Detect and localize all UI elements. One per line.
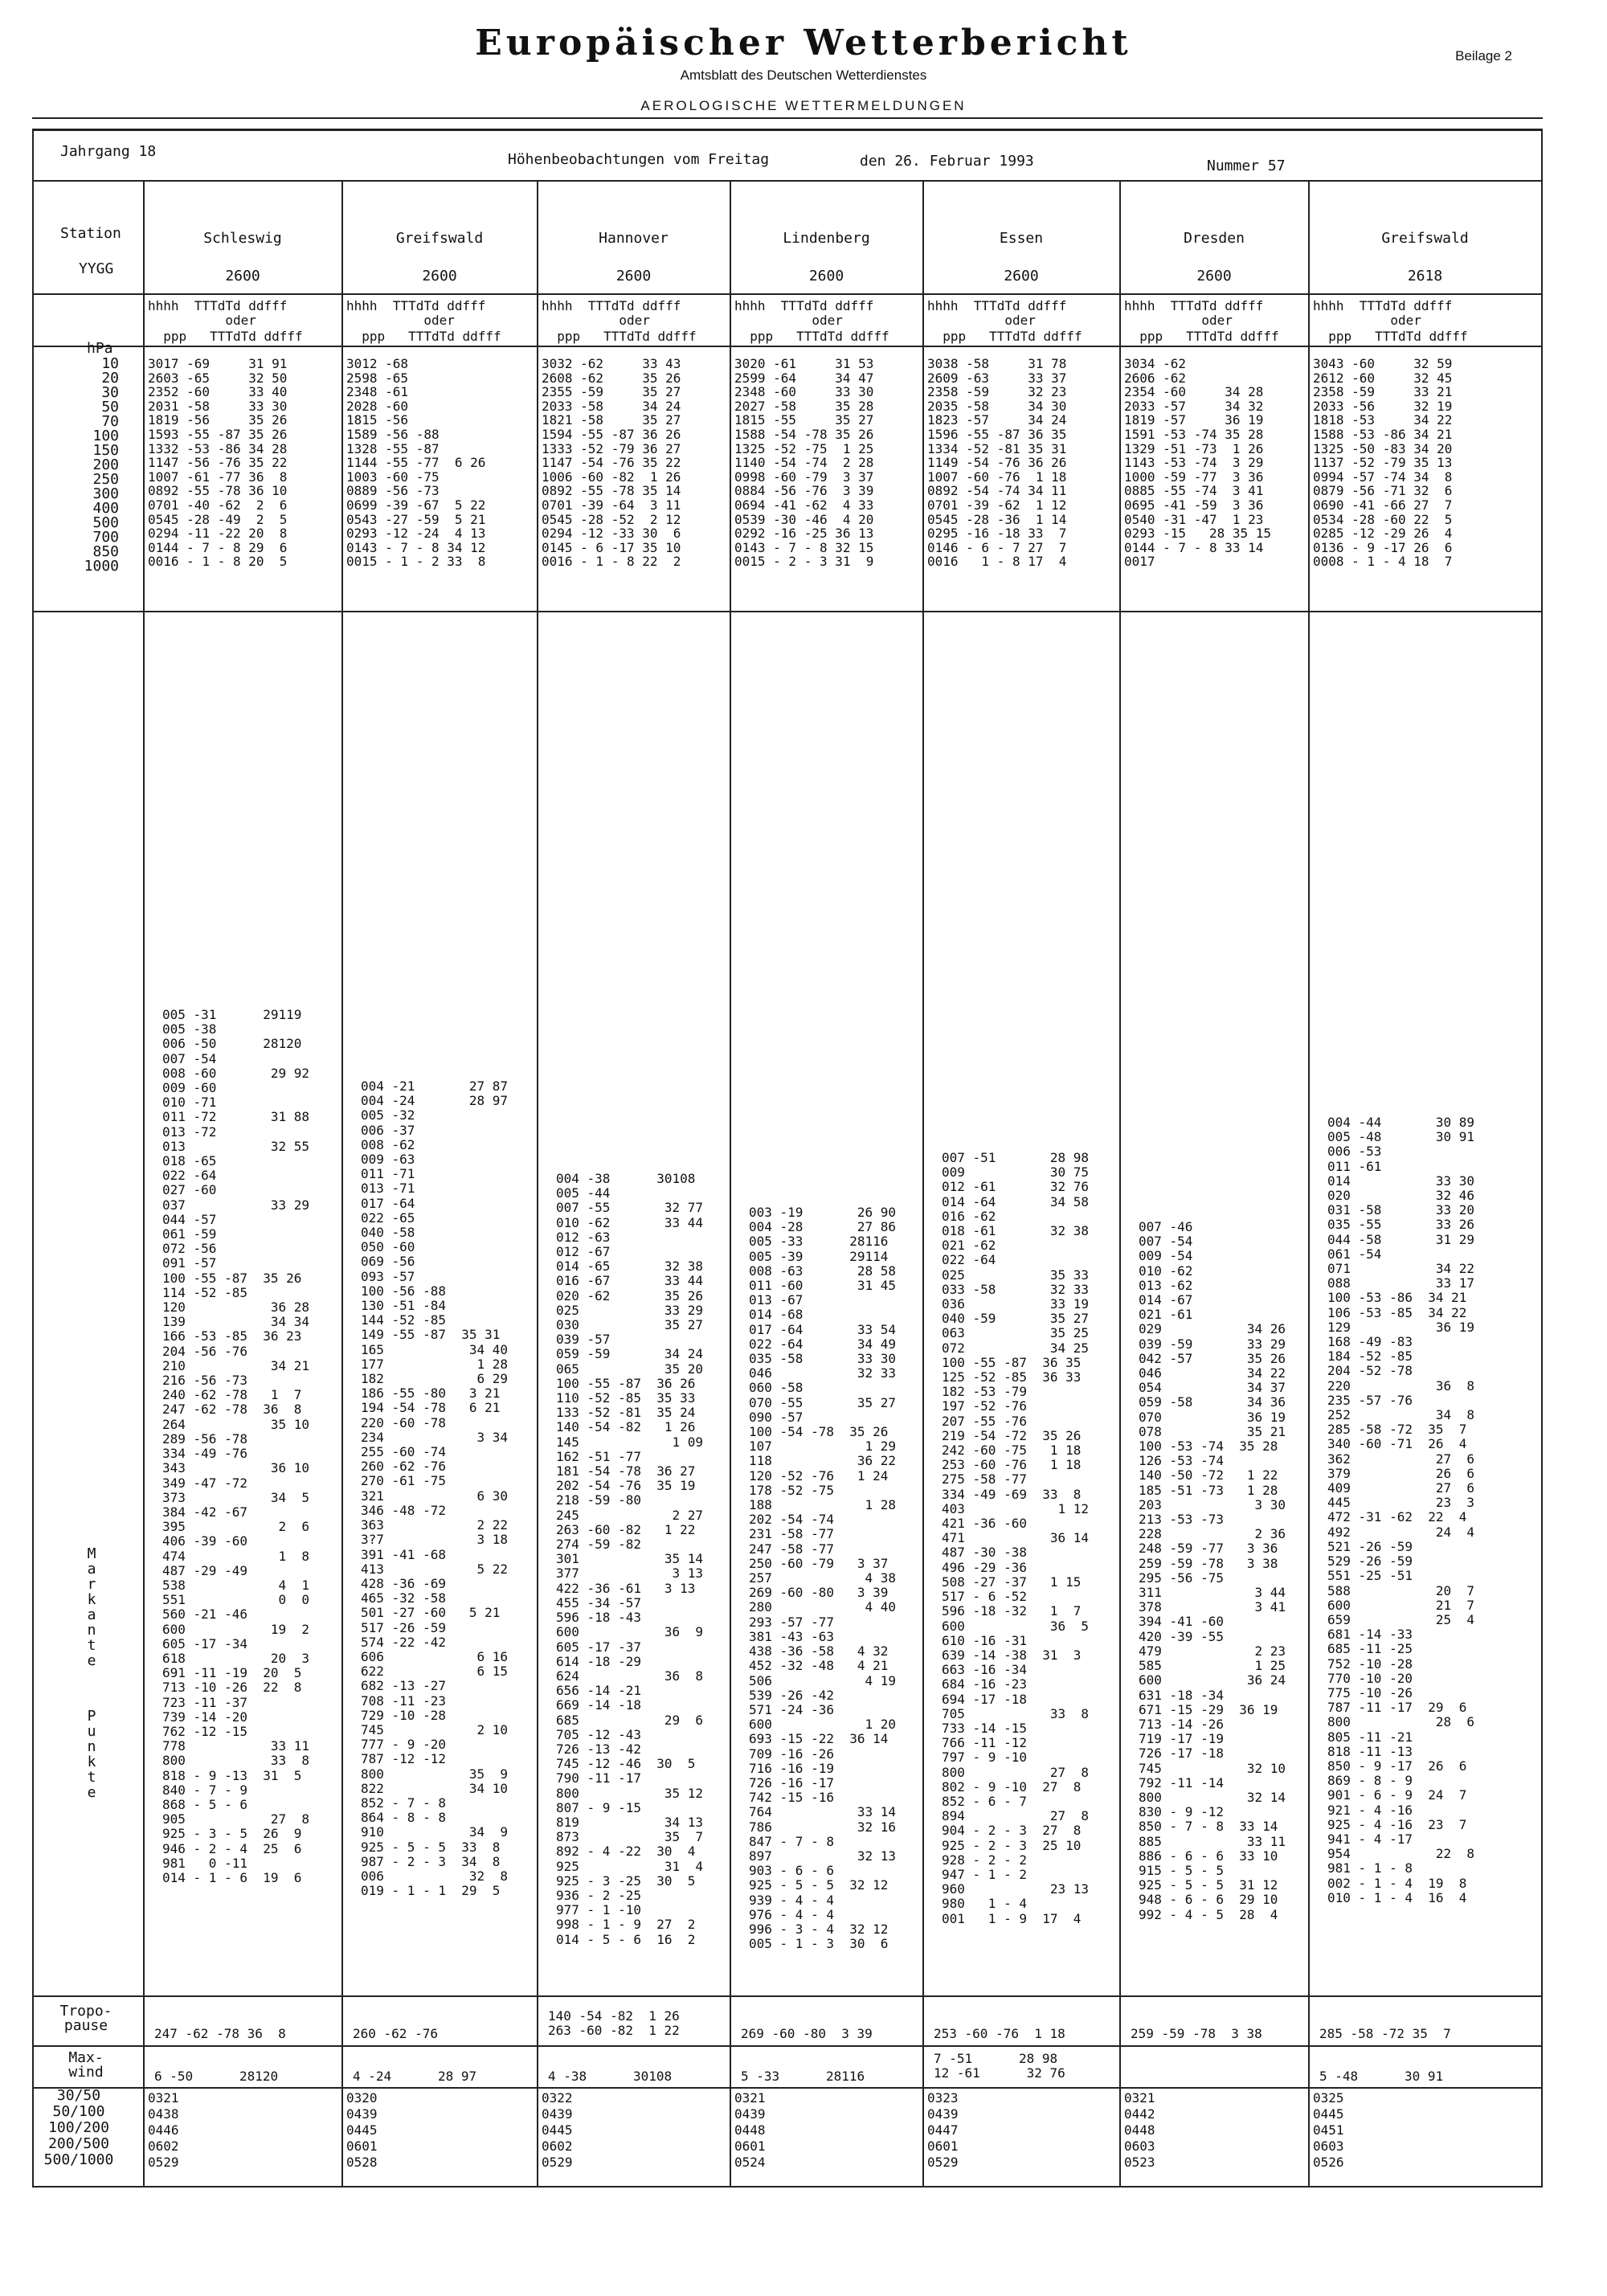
maxwind-data: 5 -48 30 91	[1319, 2069, 1444, 2084]
maxwind-data: 5 -33 28116	[741, 2069, 865, 2084]
column-header: ppp TTTdTd ddfff	[346, 329, 501, 344]
column-header: hhhh TTTdTd ddfff	[734, 298, 874, 313]
station-name: Essen	[999, 230, 1044, 247]
column-header: ppp TTTdTd ddfff	[734, 329, 889, 344]
significant-levels-data: 004 -38 30108 005 -44 007 -55 32 77 010 -62 33 44 012 -63 012 -67 014 -65 32 38 016 -67 33 44 020 -62 35 26 025 33 29 030 35 27 039 -57 059 -59 34 24 065 35 20 100 -55 -87 36 26 110 -52 -85 35 33 133 -52 -81 35 24 140 -54 -82 1 26 145 1 09 162 -51 -77 181 -54 -78 36 27 202 -54 -76 35 19 218 -59 -80 245 2 27 263 -60 -82 1 22 274 -59 -82 301 35 14 377 3 13 422 -36 -61 3 13 455 -34 -57 596 -18 -43 600 36 9 605 -17 -37 614 -18 -29 624 36 8 656 -14 -21 669 -14 -18 685 29 6 705 -12 -43 726 -13 -42 745 -12 -46 30 5 790 -11 -17 800 35 12 807 - 9 -15 819 34 13 873 35 7 892 - 4 -22 30 4 925 31 4 925 - 3 -25 30 5 936 - 2 -25 977 - 1 -10 998 - 1 - 9 27 2 014 - 5 - 6 16 2	[556, 1171, 704, 1947]
significant-levels-data: 003 -19 26 90 004 -28 27 86 005 -33 28116 005 -39 29114 008 -63 28 58 011 -60 31 45 013 -67 014 -68 017 -64 33 54 022 -64 34 49 035 -58 33 30 046 32 33 060 -58 070 -55 35 27 090 -57 100 -54 -78 35 26 107 1 29 118 36 22 120 -52 -76 1 24 178 -52 -75 188 1 28 202 -54 -74 231 -58 -77 247 -58 -77 250 -60 -79 3 37 257 4 38 269 -60 -80 3 39 280 4 40 293 -57 -77 381 -43 -63 438 -36 -58 4 32 452 -32 -48 4 21 506 4 19 539 -26 -42 571 -24 -36 600 1 20 693 -15 -22 36 14 709 -16 -26 716 -16 -19 726 -16 -17 742 -15 -16 764 33 14 786 32 16 847 - 7 - 8 897 32 13 903 - 6 - 6 925 - 5 - 5 32 12 939 - 4 - 4 976 - 4 - 4 996 - 3 - 4 32 12 005 - 1 - 3 30 6	[749, 1205, 897, 1952]
column-header: oder	[734, 313, 843, 328]
table-bottom-border	[32, 2186, 1543, 2188]
title-row-rule	[32, 180, 1543, 182]
nummer: Nummer 57	[1207, 158, 1286, 174]
column-header: ppp TTTdTd ddfff	[1124, 329, 1279, 344]
column-header: hhhh TTTdTd ddfff	[1124, 298, 1264, 313]
station-time: 2600	[1196, 268, 1232, 284]
significant-levels-data: 004 -21 27 87 004 -24 28 97 005 -32 006 -37 008 -62 009 -63 011 -71 013 -71 017 -64 022 -65 040 -58 050 -60 069 -56 093 -57 100 -56 -88 130 -51 -84 144 -52 -85 149 -55 -87 35 31 165 34 40 177 1 28 182 6 29 186 -55 -80 3 21 194 -54 -78 6 21 220 -60 -78 234 3 34 255 -60 -74 260 -62 -76 270 -61 -75 321 6 30 346 -48 -72 363 2 22 3?7 3 18 391 -41 -68 413 5 22 428 -36 -69 465 -32 -58 501 -27 -60 5 21 517 -26 -59 574 -22 -42 606 6 16 622 6 15 682 -13 -27 708 -11 -23 729 -10 -28 745 2 10 777 - 9 -20 787 -12 -12 800 35 9 822 34 10 852 - 7 - 8 864 - 8 - 8 910 34 9 925 - 5 - 5 33 8 987 - 2 - 3 34 8 006 32 8 019 - 1 - 1 29 5	[361, 1078, 509, 1899]
tropopause-data: 247 -62 -78 36 8	[154, 2026, 286, 2041]
wind-shear-data: 0321 0442 0448 0603 0523	[1124, 2090, 1155, 2170]
station-name: Greifswald	[395, 230, 484, 247]
station-time: 2600	[1004, 268, 1039, 284]
significant-levels-data: 004 -44 30 89 005 -48 30 91 006 -53 011 -61 014 33 30 020 32 46 031 -58 33 20 035 -55 33 26 044 -58 31 29 061 -54 071 34 22 088 33 17 100 -53 -86 34 21 106 -53 -85 34 22 129 36 19 168 -49 -83 184 -52 -85 204 -52 -78 220 36 8 235 -57 -76 252 34 8 285 -58 -72 35 7 340 -60 -71 26 4 362 27 6 379 26 6 409 27 6 445 23 3 472 -31 -62 22 4 492 24 4 521 -26 -59 529 -26 -59 551 -25 -51 588 20 7 600 21 7 659 25 4 681 -14 -33 685 -11 -25 752 -10 -28 770 -10 -20 775 -10 -26 787 -11 -17 29 6 800 28 6 805 -11 -21 818 -11 -13 850 - 9 -17 26 6 869 - 8 - 9 901 - 6 - 9 24 7 921 - 4 -16 925 - 4 -16 23 7 941 - 4 -17 954 22 8 981 - 1 - 8 002 - 1 - 4 19 8 010 - 1 - 4 16 4	[1327, 1115, 1475, 1905]
tropopause-rule-top	[32, 1995, 1543, 1997]
station-time: 2600	[422, 268, 457, 284]
col-divider	[730, 180, 731, 2186]
shear-rule-top	[32, 2087, 1543, 2089]
column-header: hhhh TTTdTd ddfff	[1313, 298, 1453, 313]
maxwind-data: 4 -38 30108	[548, 2069, 673, 2084]
col-divider	[922, 180, 924, 2186]
station-label: Station	[60, 225, 121, 242]
column-header: ppp TTTdTd ddfff	[1313, 329, 1468, 344]
col-divider	[1308, 180, 1310, 2186]
standard-levels-data: 3034 -62 2606 -62 2354 -60 34 28 2033 -57 34 32 1819 -57 36 19 1591 -53 -74 35 28 1329 -51 -73 1 26 1143 -53 -74 3 29 1000 -59 -77 3 36 0885 -55 -74 3 41 0695 -41 -59 3 36 0540 -31 -47 1 23 0293 -15 28 35 15 0144 - 7 - 8 33 14 0017	[1124, 356, 1272, 570]
standard-levels-data: 3012 -68 2598 -65 2348 -61 2028 -60 1815 -56 1589 -56 -88 1328 -55 -87 1144 -55 -77 6 26 1003 -60 -75 0889 -56 -73 0699 -39 -67 5 22 0543 -27 -59 5 21 0293 -12 -24 4 13 0143 - 7 - 8 34 12 0015 - 1 - 2 33 8	[346, 356, 486, 570]
wind-shear-data: 0323 0439 0447 0601 0529	[927, 2090, 959, 2170]
section-title: AEROLOGISCHE WETTERMELDUNGEN	[640, 98, 967, 113]
station-name: Schleswig	[203, 230, 282, 247]
wind-shear-data: 0322 0439 0445 0602 0529	[542, 2090, 573, 2170]
hpa-label: hPa	[87, 340, 113, 357]
significant-levels-data: 007 -46 007 -54 009 -54 010 -62 013 -62 014 -67 021 -61 029 34 26 039 -59 33 29 042 -57 35 26 046 34 22 054 34 37 059 -58 34 36 070 36 19 078 35 21 100 -53 -74 35 28 126 -53 -74 140 -50 -72 1 22 185 -51 -73 1 28 203 3 30 213 -53 -73 228 2 36 248 -59 -77 3 36 259 -59 -78 3 38 295 -56 -75 311 3 44 378 3 41 394 -41 -60 420 -39 -55 479 2 23 585 1 25 600 36 24 631 -18 -34 671 -15 -29 36 19 713 -14 -26 719 -17 -19 726 -17 -18 745 32 10 792 -11 -14 800 32 14 830 - 9 -12 850 - 7 - 8 33 14 885 33 11 886 - 6 - 6 33 10 915 - 5 - 5 925 - 5 - 5 31 12 948 - 6 - 6 29 10 992 - 4 - 5 28 4	[1139, 1219, 1286, 1922]
column-header: ppp TTTdTd ddfff	[927, 329, 1082, 344]
wind-shear-labels: 30/50 50/100 100/200 200/500 500/1000	[43, 2087, 114, 2168]
column-header-rule	[32, 346, 1543, 347]
tropopause-data: 253 -60 -76 1 18	[934, 2026, 1065, 2041]
maxwind-label: Max- wind	[68, 2049, 104, 2081]
maxwind-data: 7 -51 28 98 12 -61 32 76	[934, 2051, 1065, 2081]
tropopause-data: 285 -58 -72 35 7	[1319, 2026, 1451, 2041]
column-header: hhhh TTTdTd ddfff	[346, 298, 486, 313]
station-name: Lindenberg	[783, 230, 870, 247]
column-header: oder	[927, 313, 1036, 328]
station-row-rule	[32, 293, 1543, 295]
yygg-label: YYGG	[79, 260, 114, 277]
station-name: Dresden	[1184, 230, 1245, 247]
markante-label: M a r k a n t e	[87, 1545, 96, 1669]
column-header: ppp TTTdTd ddfff	[542, 329, 697, 344]
header-rule	[32, 117, 1543, 119]
wind-shear-data: 0320 0439 0445 0601 0528	[346, 2090, 378, 2170]
station-time: 2618	[1407, 268, 1443, 284]
tropopause-data: 260 -62 -76	[353, 2026, 438, 2041]
standard-levels-data: 3038 -58 31 78 2609 -63 33 37 2358 -59 32 23 2035 -58 34 30 1823 -57 34 24 1596 -55 -87 36 35 1334 -52 -81 35 31 1149 -54 -76 36 26 1007 -60 -76 1 18 0892 -54 -74 34 11 0701 -39 -62 1 12 0545 -28 -36 1 14 0295 -16 -18 33 7 0146 - 6 - 7 27 7 0016 1 - 8 17 4	[927, 356, 1067, 570]
col-divider	[143, 180, 145, 2186]
significant-levels-data: 005 -31 29119 005 -38 006 -50 28120 007 -54 008 -60 29 92 009 -60 010 -71 011 -72 31 88 013 -72 013 32 55 018 -65 022 -64 027 -60 037 33 29 044 -57 061 -59 072 -56 091 -57 100 -55 -87 35 26 114 -52 -85 120 36 28 139 34 34 166 -53 -85 36 23 204 -56 -76 210 34 21 216 -56 -73 240 -62 -78 1 7 247 -62 -78 36 8 264 35 10 289 -56 -78 334 -49 -76 343 36 10 349 -47 -72 373 34 5 384 -42 -67 395 2 6 406 -39 -60 474 1 8 487 -29 -49 538 4 1 551 0 0 560 -21 -46 600 19 2 605 -17 -34 618 20 3 691 -11 -19 20 5 713 -10 -26 22 8 723 -11 -37 739 -14 -20 762 -12 -15 778 33 11 800 33 8 818 - 9 -13 31 5 840 - 7 - 9 868 - 5 - 6 905 27 8 925 - 3 - 5 26 9 946 - 2 - 4 25 6 981 0 -11 014 - 1 - 6 19 6	[162, 1007, 310, 1885]
pressure-levels: 10 20 30 50 70 100 150 200 250 300 400 500 700 850 1000	[84, 355, 119, 575]
page-title: Europäischer Wetterbericht	[475, 23, 1132, 63]
col-divider	[341, 180, 343, 2186]
station-time: 2600	[615, 268, 652, 284]
beilage-label: Beilage 2	[1455, 48, 1512, 63]
station-time: 2600	[808, 268, 844, 284]
column-header: hhhh TTTdTd ddfff	[927, 298, 1067, 313]
wind-shear-data: 0321 0438 0446 0602 0529	[148, 2090, 179, 2170]
standard-levels-data: 3020 -61 31 53 2599 -64 34 47 2348 -60 33 30 2027 -58 35 28 1815 -55 35 27 1588 -54 -78 35 26 1325 -52 -75 1 25 1140 -54 -74 2 28 0998 -60 -79 3 37 0884 -56 -76 3 39 0694 -41 -62 4 33 0539 -30 -46 4 20 0292 -16 -25 36 13 0143 - 7 - 8 32 15 0015 - 2 - 3 31 9	[734, 356, 874, 570]
maxwind-rule-top	[32, 2045, 1543, 2047]
punkte-label: P u n k t e	[87, 1708, 96, 1801]
tropopause-data: 269 -60 -80 3 39	[741, 2026, 873, 2041]
column-header: oder	[148, 313, 256, 328]
column-header: hhhh TTTdTd ddfff	[148, 298, 288, 313]
jahrgang: Jahrgang 18	[60, 143, 157, 160]
standard-levels-data: 3032 -62 33 43 2608 -62 35 26 2355 -59 35 27 2033 -58 34 24 1821 -58 35 27 1594 -55 -87 36 26 1333 -52 -79 36 27 1147 -54 -76 35 22 1006 -60 -82 1 26 0892 -55 -78 35 14 0701 -39 -64 3 11 0545 -28 -52 2 12 0294 -12 -33 30 6 0145 - 6 -17 35 10 0016 - 1 - 8 22 2	[542, 356, 681, 570]
standard-levels-data: 3017 -69 31 91 2603 -65 32 50 2352 -60 33 40 2031 -58 33 30 1819 -56 35 26 1593 -55 -87 35 26 1332 -53 -86 34 28 1147 -56 -76 35 22 1007 -61 -77 36 8 0892 -55 -78 36 10 0701 -40 -62 2 6 0545 -28 -49 2 5 0294 -11 -22 20 8 0144 - 7 - 8 29 6 0016 - 1 - 8 20 5	[148, 356, 288, 570]
col-divider	[1119, 180, 1121, 2186]
station-name: Greifswald	[1381, 230, 1469, 247]
tropopause-label: Tropo- pause	[59, 2003, 112, 2034]
significant-levels-data: 007 -51 28 98 009 30 75 012 -61 32 76 014 -64 34 58 016 -62 018 -61 32 38 021 -62 022 -64 025 35 33 033 -58 32 33 036 33 19 040 -59 35 27 063 35 25 072 34 25 100 -55 -87 36 35 125 -52 -85 36 33 182 -53 -79 197 -52 -76 207 -55 -76 219 -54 -72 35 26 242 -60 -75 1 18 253 -60 -76 1 18 275 -58 -77 334 -49 -69 33 8 403 1 12 421 -36 -60 471 36 14 487 -30 -38 496 -29 -36 508 -27 -37 1 15 517 - 6 -52 596 -18 -32 1 7 600 36 5 610 -16 -31 639 -14 -38 31 3 663 -16 -34 684 -16 -23 694 -17 -18 705 33 8 733 -14 -15 766 -11 -12 797 - 9 -10 800 27 8 802 - 9 -10 27 8 852 - 6 - 7 894 27 8 904 - 2 - 3 27 8 925 - 2 - 3 25 10 928 - 2 - 2 947 - 1 - 2 960 23 13 980 1 - 4 001 1 - 9 17 4	[942, 1150, 1090, 1926]
wind-shear-data: 0321 0439 0448 0601 0524	[734, 2090, 766, 2170]
subtitle: Amtsblatt des Deutschen Wetterdienstes	[680, 68, 927, 83]
standard-levels-rule	[32, 611, 1543, 612]
col-divider	[537, 180, 538, 2186]
column-header: oder	[542, 313, 650, 328]
table-right-border	[1541, 129, 1543, 2188]
observation-title: Höhenbeobachtungen vom Freitag	[508, 151, 770, 168]
column-header: hhhh TTTdTd ddfff	[542, 298, 681, 313]
tropopause-data: 140 -54 -82 1 26 263 -60 -82 1 22	[548, 2008, 680, 2038]
maxwind-data: 6 -50 28120	[154, 2069, 279, 2084]
table-left-border	[32, 129, 34, 2188]
table-top-border	[32, 129, 1543, 131]
column-header: oder	[346, 313, 455, 328]
column-header: oder	[1313, 313, 1421, 328]
station-name: Hannover	[599, 230, 669, 247]
tropopause-data: 259 -59 -78 3 38	[1131, 2026, 1262, 2041]
station-time: 2600	[225, 268, 260, 284]
column-header: ppp TTTdTd ddfff	[148, 329, 303, 344]
wind-shear-data: 0325 0445 0451 0603 0526	[1313, 2090, 1344, 2170]
maxwind-data: 4 -24 28 97	[353, 2069, 477, 2084]
standard-levels-data: 3043 -60 32 59 2612 -60 32 45 2358 -59 33 21 2033 -56 32 19 1818 -53 34 22 1588 -53 -86 34 21 1325 -50 -83 34 20 1137 -52 -79 35 13 0994 -57 -74 34 8 0879 -56 -71 32 6 0690 -41 -66 27 7 0534 -28 -60 22 5 0285 -12 -29 26 4 0136 - 9 -17 26 6 0008 - 1 - 4 18 7	[1313, 356, 1453, 570]
observation-date: den 26. Februar 1993	[860, 153, 1034, 170]
column-header: oder	[1124, 313, 1233, 328]
